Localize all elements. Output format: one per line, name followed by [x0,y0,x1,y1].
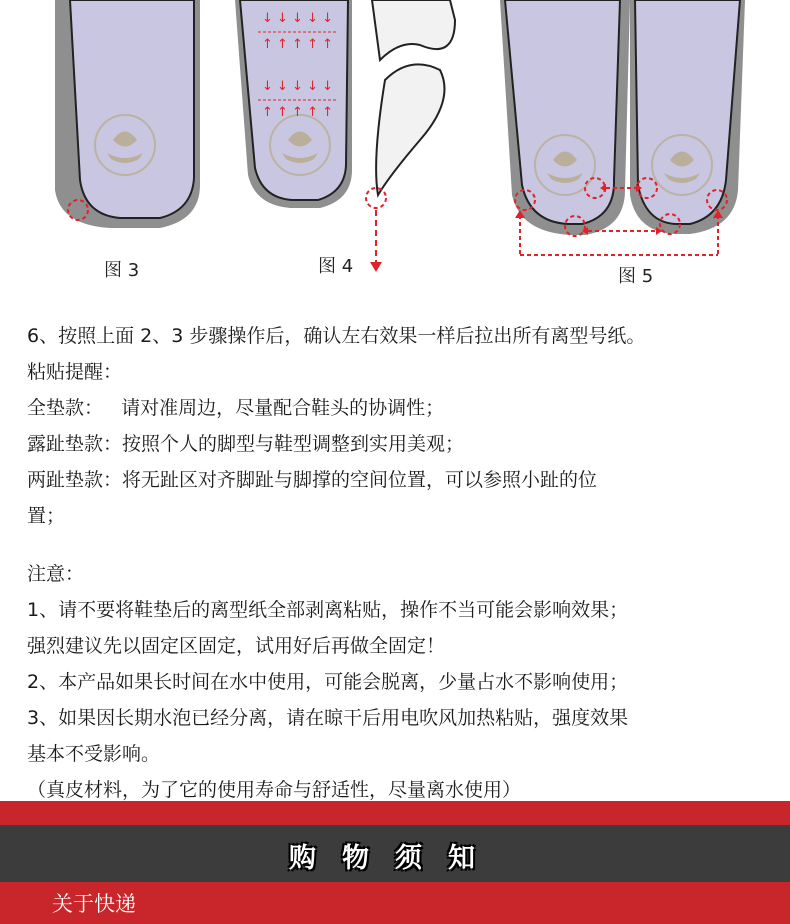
svg-text:↑ ↑ ↑ ↑ ↑: ↑ ↑ ↑ ↑ ↑ [262,37,333,52]
note-1-cont: 强烈建议先以固定区固定，试用好后再做全固定！ [27,635,446,657]
open-toe-pad-tip: 露趾垫款：按照个人的脚型与鞋型调整到实用美观； [27,433,465,455]
figure-3-insole [55,0,200,228]
note-2: 2、本产品如果长时间在水中使用，可能会脱离，少量占水不影响使用； [27,671,629,693]
figure-4-insole [235,0,455,272]
two-toe-pad-tip: 两趾垫款：将无趾区对齐脚趾与脚撑的空间位置，可以参照小趾的位 [27,469,598,491]
note-3-cont: 基本不受影响。 [27,743,161,765]
reminder-title: 粘贴提醒： [27,361,123,383]
express-section-label: 关于快递 [52,892,136,916]
step-6: 6、按照上面 2、3 步骤操作后，确认左右效果一样后拉出所有离型号纸。 [27,325,646,347]
svg-text:↑ ↑ ↑ ↑ ↑: ↑ ↑ ↑ ↑ ↑ [262,105,333,120]
note-3: 3、如果因长期水泡已经分离，请在晾干后用电吹风加热粘贴，强度效果 [27,707,629,729]
shopping-notice-title: 购物须知 [289,843,501,874]
svg-text:↓ ↓ ↓ ↓ ↓: ↓ ↓ ↓ ↓ ↓ [262,11,333,26]
figure-4-caption: 图 4 [318,256,354,277]
full-pad-tip: 全垫款： 请对准周边，尽量配合鞋头的协调性； [27,397,445,419]
insole-illustrations [0,0,790,300]
banner-red-strip [0,801,790,825]
figure-5-caption: 图 5 [618,266,654,287]
figure-5-insoles [500,0,745,255]
note-1: 1、请不要将鞋垫后的离型纸全部剥离粘贴，操作不当可能会影响效果； [27,599,629,621]
svg-text:↓ ↓ ↓ ↓ ↓: ↓ ↓ ↓ ↓ ↓ [262,79,333,94]
instructions-text [27,318,777,808]
figure-3-caption: 图 3 [104,260,140,281]
notes-title: 注意： [27,563,85,585]
two-toe-pad-tip-cont: 置； [27,505,66,527]
note-4: （真皮材料，为了它的使用寿命与舒适性，尽量离水使用） [27,779,522,801]
